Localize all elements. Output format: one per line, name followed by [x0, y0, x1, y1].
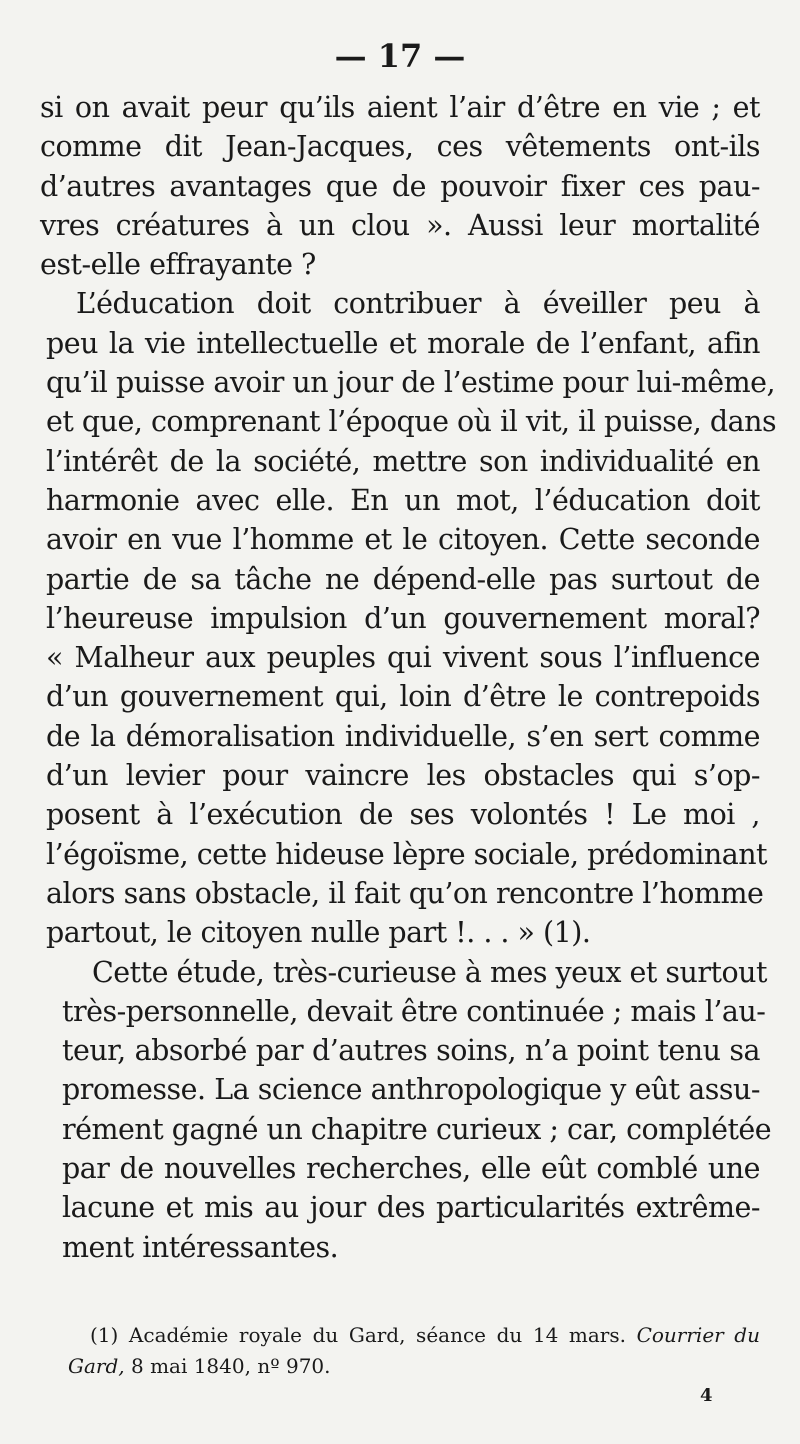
text-line: et que, comprenant l’époque où il vit, il puisse, dans [46, 405, 777, 439]
text-line: partie de sa tâche ne dépend-elle pas surtout de [46, 562, 760, 596]
text-line: comme dit Jean-Jacques, ces vêtements ont-ils [40, 130, 760, 164]
text-line: promesse. La science anthropologique y eût assu- [62, 1073, 760, 1107]
page-number: — 17 — [334, 37, 466, 75]
text-line: avoir en vue l’homme et le citoyen. Cette seconde [46, 523, 760, 557]
text-line: rément gagné un chapitre curieux ; car, complétée [62, 1112, 772, 1146]
text-line: si on avait peur qu’ils aient l’air d’être en vie ; et [40, 91, 760, 124]
text-line: L’éducation doit contribuer à éveiller peu à [76, 287, 760, 321]
text-line: est-elle effrayante ? [40, 248, 316, 282]
text-line: peu la vie intellectuelle et morale de l’enfant, afin [46, 326, 760, 360]
text-line: très-personnelle, devait être continuée ; mais l’au- [62, 994, 766, 1028]
footnote-italic: Gard, [68, 1354, 125, 1378]
text-line: lacune et mis au jour des particularités extrême- [62, 1191, 760, 1225]
footnote-italic: Courrier du [636, 1323, 760, 1347]
paragraph-2 [38, 284, 777, 952]
footnote-line [68, 1351, 760, 1382]
text-line: teur, absorbé par d’autres soins, n’a point tenu sa [62, 1034, 760, 1068]
text-line: d’un levier pour vaincre les obstacles qui s’op- [46, 759, 760, 793]
text-line: l’heureuse impulsion d’un gouvernement moral? [46, 601, 760, 635]
footnote-text: 8 mai 1840, nº 970. [130, 1354, 331, 1378]
signature-mark: 4 [700, 1385, 713, 1406]
text-line: harmonie avec elle. En un mot, l’éducation doit [46, 483, 760, 517]
body-text [38, 88, 777, 1267]
text-line: « Malheur aux peuples qui vivent sous l’influence [46, 641, 760, 675]
text-line: alors sans obstacle, il fait qu’on rencontre l’homme [46, 876, 764, 910]
text-line: Cette étude, très-curieuse à mes yeux et surtout [92, 955, 767, 989]
paragraph-3 [38, 953, 772, 1267]
text-line: l’égoïsme, cette hideuse lèpre sociale, prédominant [46, 837, 767, 871]
text-line: partout, le citoyen nulle part !. . . » (1). [46, 916, 591, 950]
text-line: d’autres avantages que de pouvoir fixer ces pau- [40, 169, 760, 203]
text-line: posent à l’exécution de ses volontés ! Le moi , [46, 798, 760, 832]
footnote-text: (1) Académie royale du Gard, séance du 14 mars. [90, 1323, 626, 1347]
text-line: vres créatures à un clou ». Aussi leur mortalité [40, 208, 760, 242]
text-line: qu’il puisse avoir un jour de l’estime pour lui-même, [46, 366, 776, 400]
text-line: ment intéressantes. [62, 1230, 339, 1264]
paragraph-1 [38, 88, 760, 284]
text-line: de la démoralisation individuelle, s’en sert comme [46, 719, 760, 753]
text-line: d’un gouvernement qui, loin d’être le contrepoids [46, 680, 760, 714]
text-line: par de nouvelles recherches, elle eût comblé une [62, 1152, 760, 1186]
footnote [68, 1320, 760, 1382]
footnote-line [68, 1320, 760, 1351]
text-line: l’intérêt de la société, mettre son individualité en [46, 444, 760, 478]
